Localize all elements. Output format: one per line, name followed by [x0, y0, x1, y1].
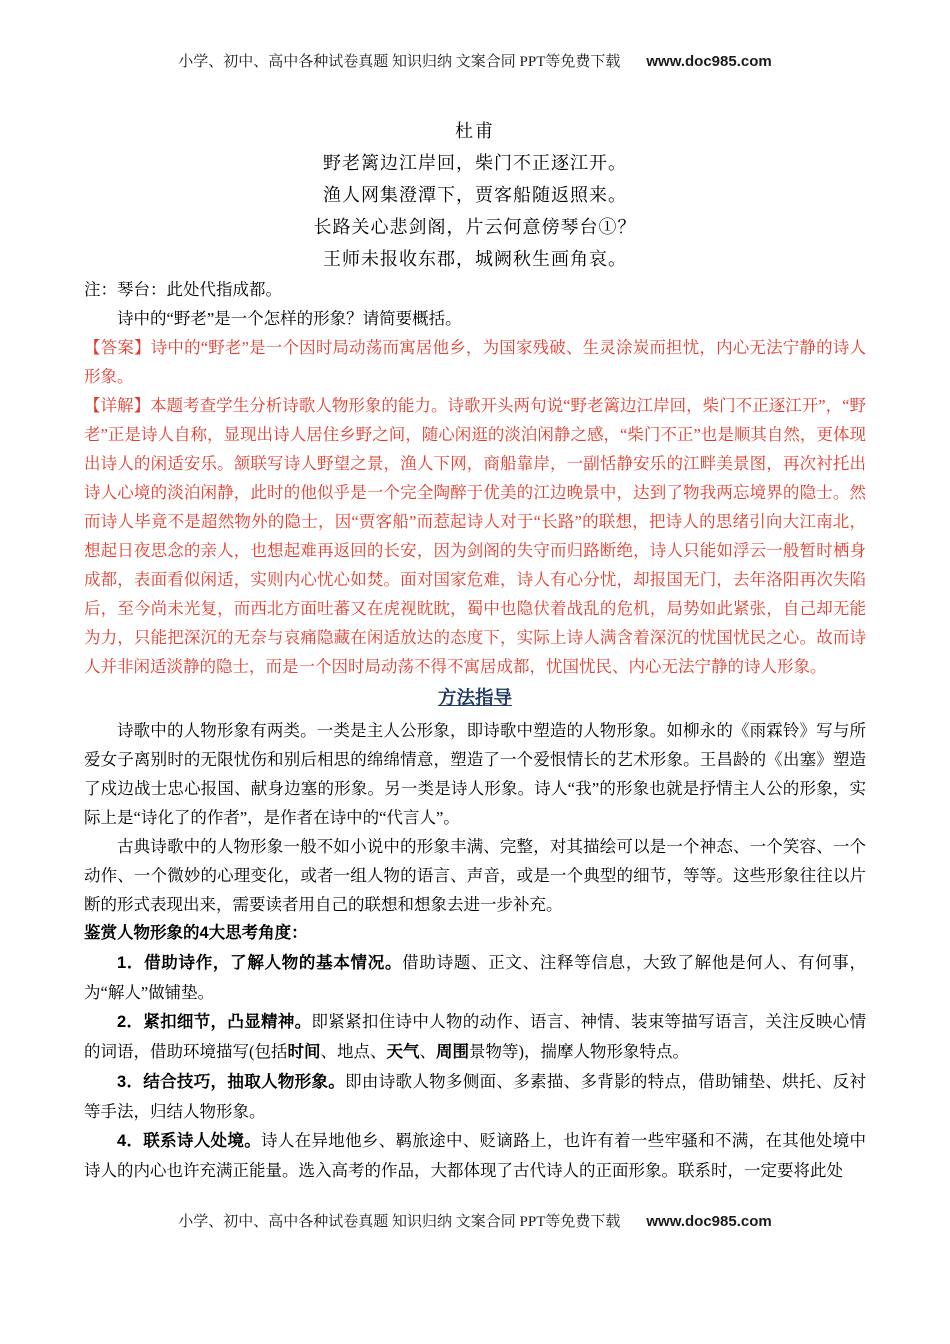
- footer-tagline: 小学、初中、高中各种试卷真题 知识归纳 文案合同 PPT等免费下载: [178, 1214, 621, 1230]
- poem-block: [84, 115, 866, 275]
- poem-line: 王师未报收东郡，城阙秋生画角哀。: [323, 249, 627, 269]
- angles-heading: 鉴赏人物形象的4大思考角度：: [84, 924, 308, 942]
- poem-author: 杜甫: [455, 121, 495, 141]
- analysis-text: 本题考查学生分析诗歌人物形象的能力。诗歌开头两句说“野老篱边江岸回，柴门不正逐江开”，“野老”正是诗人自称，显现出诗人居住乡野之间，随心闲逛的淡泊闲静之感，“柴门不正”也是顺其自然，更体现出诗人的闲适安乐。颔联写诗人野望之景，渔人下网，商船靠岸，一副恬静安乐的江畔美景图，再次衬托出诗人心境的淡泊闲静，此时的他似乎是一个完全陶醉于优美的江边晚景中，达到了物我两忘境界的隐士。然而诗人毕竟不是超然物外的隐士，因“贾客船”而惹起诗人对于“长路”的联想，把诗人的思绪引向大江南北，想起日夜思念的亲人，也想起难再返回的长安，因为剑阁的失守而归路断绝，诗人只能如浮云一般暂时栖身成都，表面看似闲适，实则内心忧心如焚。面对国家危难，诗人有心分忧，却报国无门，去年洛阳再次失陷后，至今尚未光复，而西北方面吐蕃又在虎视眈眈，蜀中也隐伏着战乱的危机，局势如此紧张，自己却无能为力，只能把深沉的无奈与哀痛隐藏在闲适放达的态度下，实际上诗人满含着深沉的忧国忧民之心。故而诗人并非闲适淡静的隐士，而是一个因时局动荡不得不寓居成都，忧国忧民、内心无法宁静的诗人形象。: [84, 396, 866, 676]
- footer-site-url: www.doc985.com: [646, 1213, 772, 1230]
- guide-title-row: [84, 682, 866, 714]
- header-tagline: 小学、初中、高中各种试卷真题 知识归纳 文案合同 PPT等免费下载: [178, 54, 621, 70]
- page-header: [84, 50, 866, 71]
- page-footer: [0, 1210, 950, 1231]
- answer-paragraph: [84, 333, 866, 391]
- poem-line: 野老篱边江岸回，柴门不正逐江开。: [323, 153, 627, 173]
- question-text: 诗中的“野老”是一个怎样的形象？请简要概括。: [117, 309, 462, 328]
- body-text: [84, 275, 866, 1185]
- angle-item-2: 2．紧扣细节，凸显精神。即紧紧扣住诗中人物的动作、语言、神情、装束等描写语言，关注反映心情的词语，借助环境描写(包括时间、地点、天气、周围景物等)，揣摩人物形象特点。: [84, 1012, 866, 1061]
- answer-text: 诗中的“野老”是一个因时局动荡而寓居他乡，为国家残破、生灵涂炭而担忧，内心无法宁静的诗人形象。: [84, 338, 866, 386]
- angle-item-3: 3．结合技巧，抽取人物形象。即由诗歌人物多侧面、多素描、多背影的特点，借助铺垫、烘托、反衬等手法，归结人物形象。: [84, 1072, 866, 1121]
- angle-item-1: 1．借助诗作，了解人物的基本情况。借助诗题、正文、注释等信息，大致了解他是何人、有何事，为“解人”做铺垫。: [84, 953, 867, 1002]
- angle-item-4: 4．联系诗人处境。诗人在异地他乡、羁旅途中、贬谪路上，也许有着一些牢骚和不满，在其他处境中诗人的内心也许充满正能量。选入高考的作品，大都体现了古代诗人的正面形象。联系时，一定要将此处: [84, 1131, 867, 1180]
- poem-note: 注：琴台：此处代指成都。: [84, 280, 282, 299]
- analysis-label: 【详解】: [84, 396, 151, 415]
- answer-label: 【答案】: [84, 338, 151, 357]
- guide-paragraph-1: 诗歌中的人物形象有两类。一类是主人公形象，即诗歌中塑造的人物形象。如柳永的《雨霖铃》写与所爱女子离别时的无限忧伤和别后相思的绵绵情意，塑造了一个爱恨情长的艺术形象。王昌龄的《出塞》塑造了戍边战士忠心报国、献身边塞的形象。另一类是诗人形象。诗人“我”的形象也就是抒情主人公的形象，实际上是“诗化了的作者”，是作者在诗中的“代言人”。: [84, 721, 866, 827]
- poem-line: 长路关心悲剑阁，片云何意傍琴台①？: [313, 217, 637, 237]
- guide-paragraph-2: 古典诗歌中的人物形象一般不如小说中的形象丰满、完整，对其描绘可以是一个神态、一个笑容、一个动作、一个微妙的心理变化，或者一组人物的语言、声音，或是一个典型的细节，等等。这些形象往往以片断的形式表现出来，需要读者用自己的联想和想象去进一步补充。: [84, 837, 866, 914]
- header-site-url: www.doc985.com: [646, 53, 772, 70]
- guide-title: 方法指导: [437, 687, 512, 708]
- analysis-paragraph: [84, 391, 866, 681]
- poem-line: 渔人网集澄潭下，贾客船随返照来。: [323, 185, 627, 205]
